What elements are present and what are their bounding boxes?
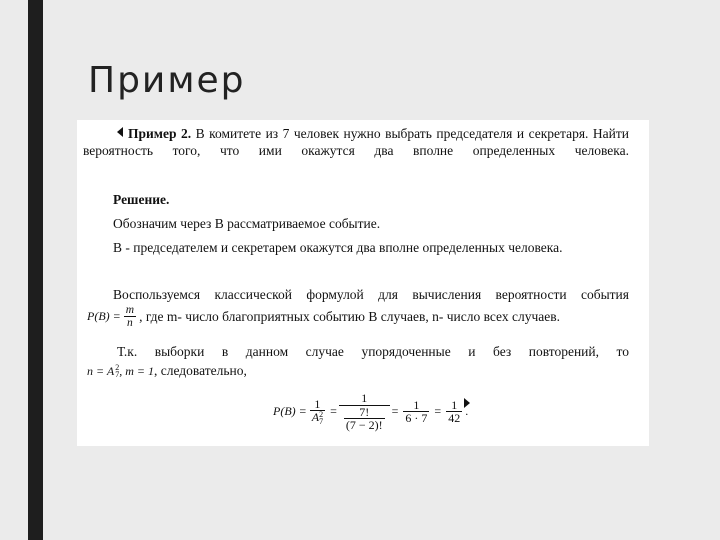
play-right-icon [464, 398, 470, 408]
solution-line-2: В - председателем и секретарем окажутся два вполне определенных человека. [113, 240, 563, 255]
classic-formula [87, 304, 560, 329]
fraction-2-inner-denominator: (7 − 2)! [345, 418, 383, 432]
formula-explanation: , где m- число благоприятных событию В случаев, n- число всех случаев. [139, 308, 560, 324]
fraction-4-numerator: 1 [446, 399, 462, 412]
sidebar-bar [28, 0, 43, 540]
a-subscript: 7 [115, 370, 120, 379]
solution-line-3: Воспользуемся классической формулой для вычисления вероятности события [113, 287, 629, 302]
formula-denominator: n [127, 317, 133, 329]
equation-lhs: P(B) = [273, 404, 307, 418]
n-equals: n = A [87, 363, 115, 378]
line4-tail: , следовательно, [153, 363, 247, 378]
problem-text: В комитете из 7 человек нужно выбрать председателя и секретаря. Найти вероятность того, что ими окажутся два вполне определенных человека. [83, 126, 630, 158]
equals-sign-3: = [434, 404, 442, 418]
fraction-2-denominator [339, 406, 390, 431]
solution-line-1: Обозначим через В рассматриваемое событие. [113, 216, 381, 231]
a-superscript: 2 [115, 363, 120, 372]
fraction-4-denominator: 42 [448, 411, 461, 425]
fraction-1-numerator: 1 [310, 398, 325, 411]
equation-fraction-3 [403, 399, 429, 424]
document-image [77, 120, 649, 446]
problem-label: Пример 2. [128, 126, 192, 141]
formula-fraction [124, 304, 136, 329]
m-equals: , m = 1 [119, 363, 154, 378]
n-m-values [87, 363, 247, 379]
solution-line-4: Т.к. выборки в данном случае упорядоченные и без повторений, то [117, 344, 629, 359]
equation-fraction-1 [310, 398, 325, 425]
fraction-1-a: A [311, 409, 320, 424]
equation-fraction-2 [339, 392, 390, 431]
fraction-3-numerator: 1 [403, 399, 429, 412]
fraction-2-inner-numerator: 7! [344, 406, 385, 419]
problem-statement [83, 125, 629, 159]
solution-heading: Решение. [113, 192, 170, 207]
fraction-2-numerator: 1 [339, 392, 390, 406]
slide-title: Пример [88, 60, 246, 101]
formula-lhs: P(B) = [87, 309, 121, 323]
formula-numerator: m [125, 304, 135, 316]
equation-fraction-4 [446, 399, 462, 424]
fraction-1-sub: 7 [319, 417, 324, 427]
fraction-3-denominator: 6 · 7 [405, 411, 428, 425]
equation-end: . [465, 404, 469, 418]
probability-equation [273, 392, 468, 431]
equals-sign-1: = [330, 404, 337, 418]
fraction-1-sup: 2 [319, 410, 324, 420]
equals-sign-2: = [391, 404, 399, 418]
fraction-1-denominator [310, 411, 325, 425]
